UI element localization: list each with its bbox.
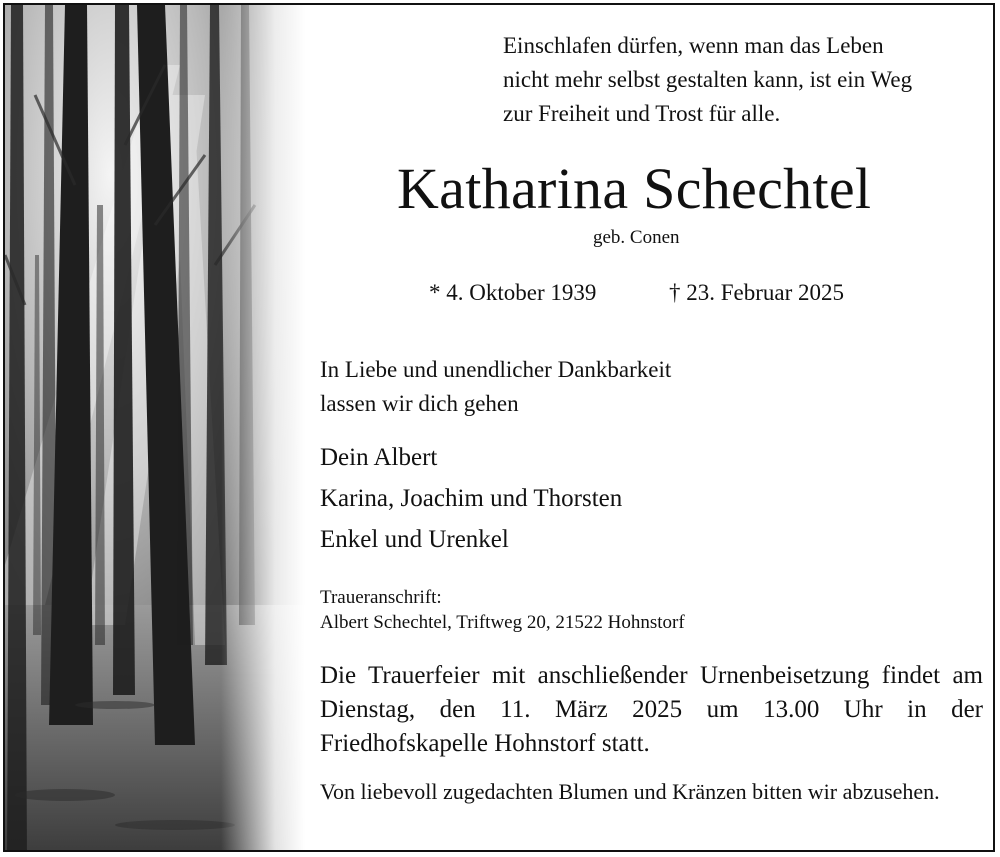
deceased-name: Katharina Schechtel bbox=[397, 156, 872, 221]
farewell-line: lassen wir dich gehen bbox=[320, 391, 519, 416]
flowers-note: Von liebevoll zugedachten Blumen und Kränzen bitten wir abzusehen. bbox=[320, 779, 940, 804]
quote-line: zur Freiheit und Trost für alle. bbox=[503, 101, 781, 126]
mourner-line: Enkel und Urenkel bbox=[320, 526, 509, 553]
farewell-line: In Liebe und unendlicher Dankbarkeit bbox=[320, 357, 672, 382]
quote bbox=[503, 29, 912, 131]
birth-name: geb. Conen bbox=[593, 227, 680, 248]
forest-photo bbox=[5, 5, 305, 850]
birth-date: * 4. Oktober 1939 bbox=[429, 280, 597, 305]
mourners-list bbox=[320, 437, 622, 560]
farewell-text bbox=[320, 353, 671, 421]
mourner-line: Karina, Joachim und Thorsten bbox=[320, 485, 623, 512]
quote-line: Einschlafen dürfen, wenn man das Leben bbox=[503, 33, 884, 58]
death-date: † 23. Februar 2025 bbox=[669, 280, 845, 305]
address-label: Traueranschrift: bbox=[320, 587, 442, 608]
service-info: Die Trauerfeier mit anschließender Urnenbeisetzung findet am Dienstag, den 11. März 2025 um 13.00 Uhr in der Friedhofskapelle Hohnstorf statt. bbox=[320, 662, 983, 757]
quote-line: nicht mehr selbst gestalten kann, ist ein Weg bbox=[503, 67, 913, 92]
obituary-notice bbox=[3, 3, 995, 852]
address-value: Albert Schechtel, Triftweg 20, 21522 Hohnstorf bbox=[320, 612, 685, 633]
mourner-line: Dein Albert bbox=[320, 444, 438, 471]
